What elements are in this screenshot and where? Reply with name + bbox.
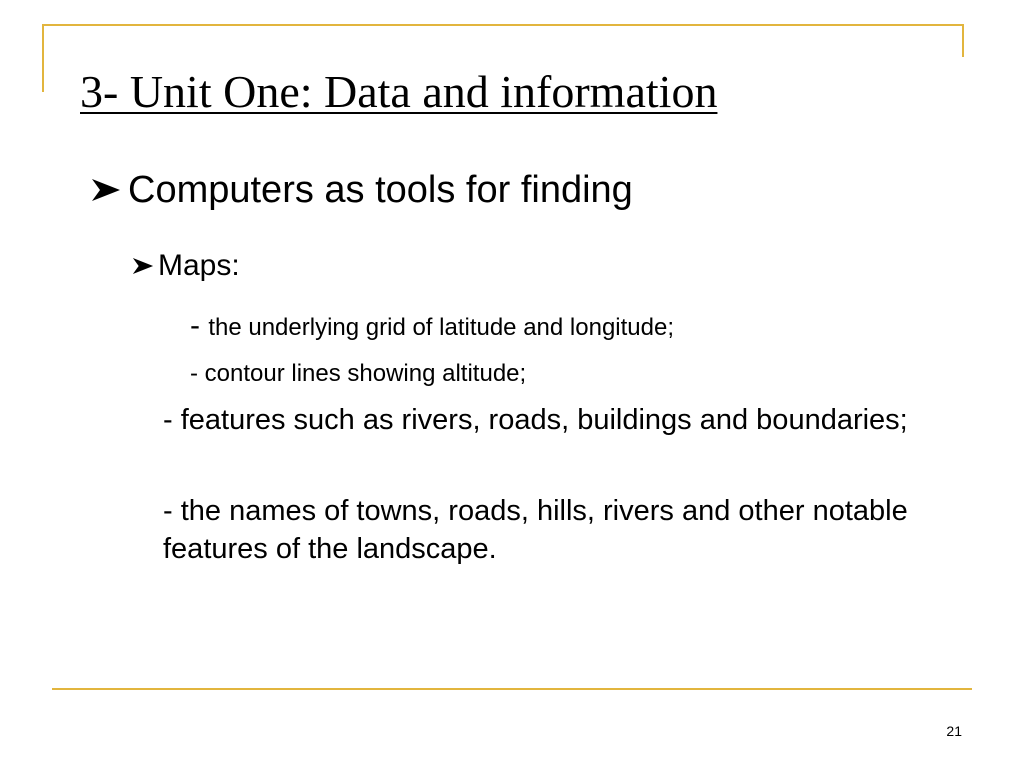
list-item: - the names of towns, roads, hills, rivers and other notable features of the landscape. — [163, 495, 908, 565]
list-item: - contour lines showing altitude; — [190, 360, 527, 387]
frame-right-line — [962, 24, 964, 57]
subheading-text: Maps: — [158, 249, 240, 282]
frame-top-line — [42, 24, 964, 26]
page-number: 21 — [946, 723, 962, 739]
slide-title: 3- Unit One: Data and information — [80, 66, 718, 117]
arrow-bullet-icon — [88, 176, 124, 204]
bullet-heading — [88, 166, 633, 214]
frame-bottom-line — [52, 688, 972, 690]
item-dash: - — [190, 309, 209, 342]
arrow-bullet-icon — [130, 255, 156, 277]
item-text: the underlying grid of latitude and longitude; — [208, 314, 674, 341]
list-item — [190, 308, 674, 346]
frame-left-line — [42, 24, 44, 92]
heading-text: Computers as tools for finding — [128, 169, 633, 211]
list-item: - features such as rivers, roads, buildings and boundaries; — [163, 404, 908, 436]
bullet-subheading — [130, 247, 240, 285]
